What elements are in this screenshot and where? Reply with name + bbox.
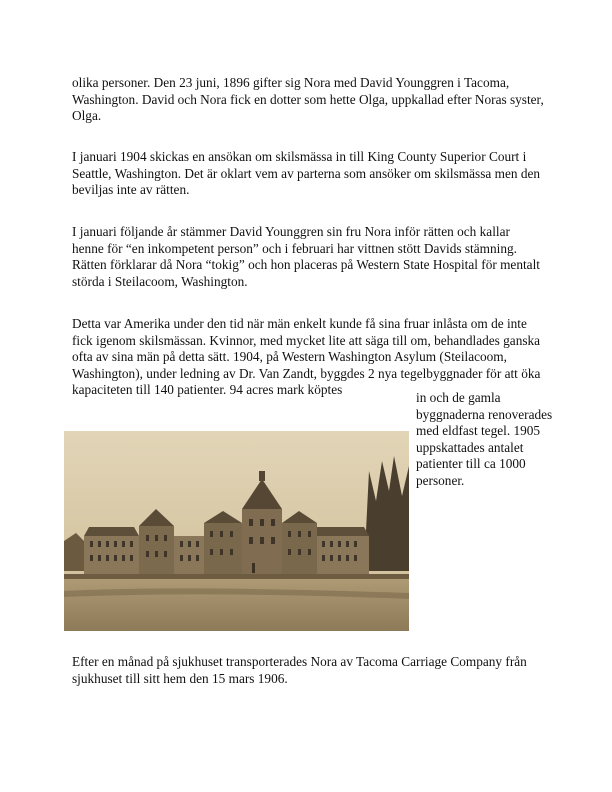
asylum-building-illustration [64, 431, 409, 631]
paragraph-marriage: olika personer. Den 23 juni, 1896 gifter sig Nora med David Younggren i Tacoma, Washington. David och Nora fick en dotter som hette Olga, uppkallad efter Noras syster, Olga. [72, 75, 544, 124]
paragraph-asylum: Detta var Amerika under den tid när män enkelt kunde få sina fruar inlåsta om de inte fick igenom skilsmässan. Kvinnor, med mycket lite att säga till om, behandlades ganska ofta av sina män på detta sätt. 1904, på Western Washington Asylum (Steilacoom, Washington), under ledning av Dr. Van Zandt, byggdes 2 nya tegelbyggnader för att öka kapaciteten till 140 patienter. 94 acres mark köptes [72, 316, 541, 398]
paragraph-asylum-continued: in och de gamla byggnaderna renoverades med eldfast tegel. 1905 uppskattades antalet patienter till ca 1000 personer. [416, 390, 553, 488]
paragraph-divorce-application: I januari 1904 skickas en ansökan om skilsmässa in till King County Superior Court i Seattle, Washington. Det är oklart vem av parterna som ansöker om skilsmässa men den beviljas inte av rätten. [72, 149, 541, 198]
asylum-photograph [64, 431, 409, 631]
paragraph-lawsuit: I januari följande år stämmer David Younggren sin fru Nora inför rätten och kallar henne för “en inkompetent person” och i februari har vittnen stött Davids stämning. Rätten förklarar då Nora “tokig” och hon placeras på Western State Hospital för mentalt störda i Steilacoom, Washington. [72, 224, 540, 289]
paragraph-transport-home: Efter en månad på sjukhuset transporterades Nora av Tacoma Carriage Company från sjukhuset till sitt hem den 15 mars 1906. [72, 654, 527, 686]
